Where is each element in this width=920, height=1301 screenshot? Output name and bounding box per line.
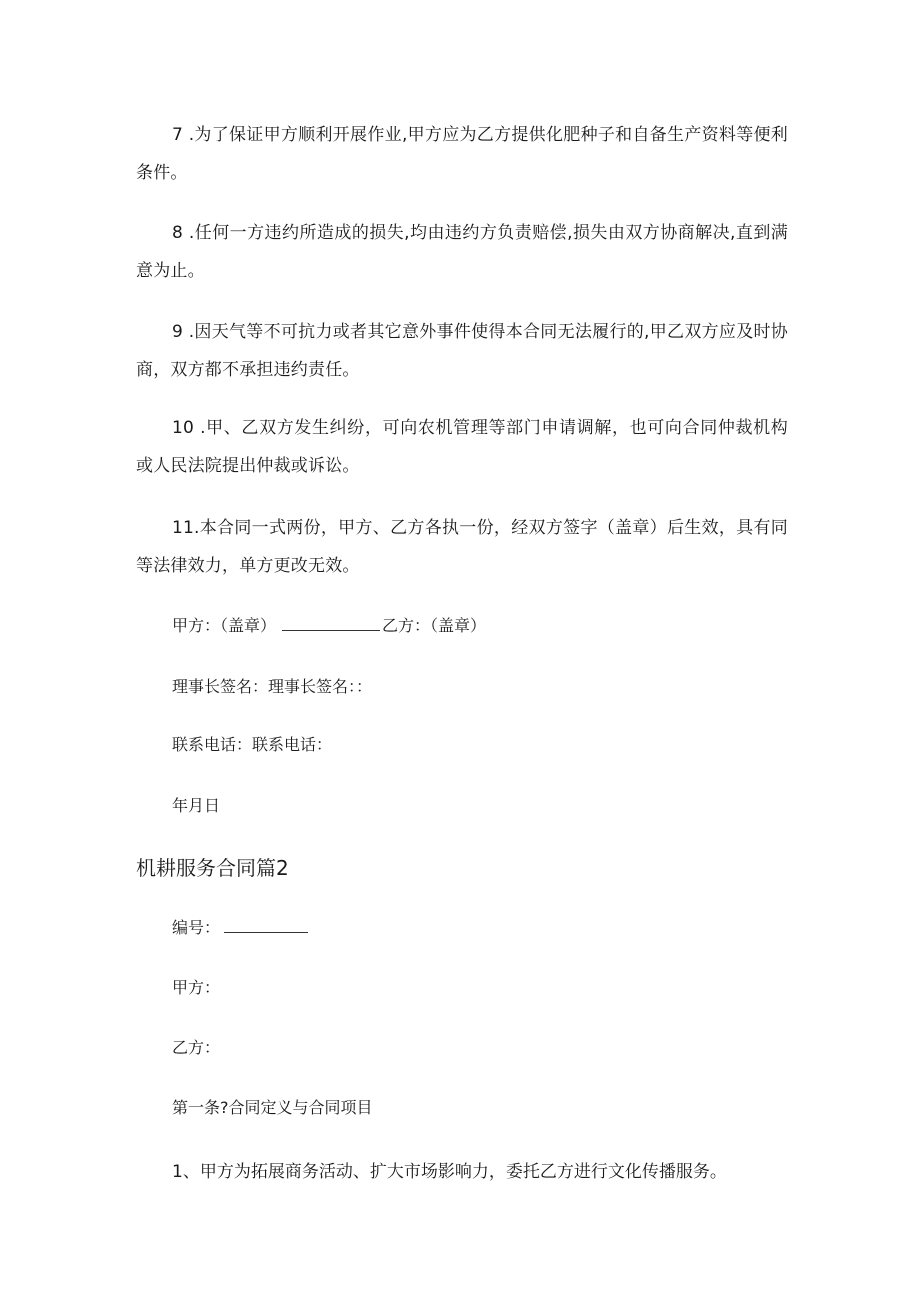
signature-parties: [172, 614, 486, 638]
clause-7: [136, 116, 788, 192]
article-1-title: 第一条?合同定义与合同项目: [172, 1098, 373, 1117]
section-title: 机耕服务合同篇2: [136, 856, 289, 880]
number-blank: [224, 916, 308, 933]
clause-number: 9: [172, 322, 184, 342]
date-line: 年月日: [172, 796, 221, 815]
party-a-label: 甲方：: [172, 978, 221, 997]
clause-text: .任何一方违约所造成的损失,均由违约方负责赔偿,损失由双方协商解决,直到满意为止。: [136, 223, 788, 281]
clause-10: [136, 409, 788, 485]
clause-text: 本合同一式两份，甲方、乙方各执一份，经双方签字（盖章）后生效，具有同等法律效力，单方更改无效。: [136, 518, 788, 576]
article-1-item-1: 1、甲方为拓展商务活动、扩大市场影响力，委托乙方进行文化传播服务。: [172, 1162, 727, 1182]
party-b-label: 乙方：: [172, 1038, 221, 1057]
clause-text: .因天气等不可抗力或者其它意外事件使得本合同无法履行的,甲乙双方应及时协商，双方都不承担违约责任。: [136, 322, 788, 380]
clause-number: 10: [172, 418, 195, 438]
contract-number: [172, 916, 308, 940]
party-b-seal: 乙方：（盖章）: [382, 616, 487, 635]
clause-number: 11.: [172, 518, 200, 538]
contact-phone: 联系电话：联系电话：: [172, 735, 333, 754]
clause-8: [136, 214, 788, 290]
clause-number: 7: [172, 125, 184, 145]
clause-11: [136, 509, 788, 585]
party-a-seal: 甲方：（盖章）: [172, 616, 277, 635]
clause-number: 8: [172, 223, 184, 243]
number-label: 编号：: [172, 918, 221, 937]
clause-text: .为了保证甲方顺利开展作业,甲方应为乙方提供化肥种子和自备生产资料等便利条件。: [136, 125, 788, 183]
clause-text: .甲、乙双方发生纠纷，可向农机管理等部门申请调解，也可向合同仲裁机构或人民法院提出仲裁或诉讼。: [136, 418, 788, 476]
clause-9: [136, 313, 788, 389]
signature-blank: [282, 614, 380, 631]
chairman-signature: 理事长签名：理事长签名：：: [172, 677, 373, 696]
